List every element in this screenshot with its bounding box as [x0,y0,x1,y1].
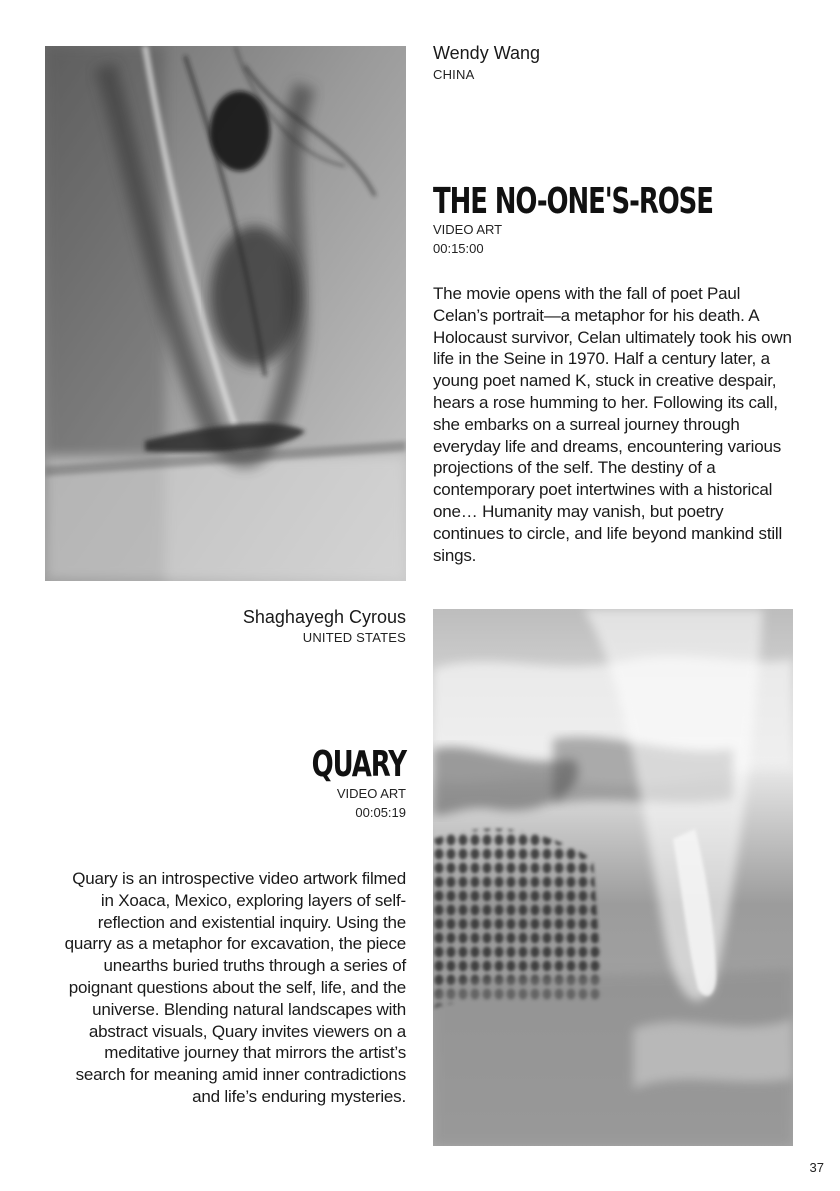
artist-name: Wendy Wang [433,43,541,63]
work-title: QUARY [311,744,406,785]
work-type: VIDEO ART [336,786,406,801]
work-description: Quary is an introspective video artwork filmed in Xoaca, Mexico, exploring layers of self-reflection and existential inquiry. Using the quarry as a metaphor for excavation, the piece unearths buried truths through a series of poignant questions about the self, life, and the universe. Blending natural landscapes with abstract visuals, Quary invites viewers on a meditative journey that mirrors the artist’s search for meaning amid inner contradictions and life’s enduring mysteries. [64,869,406,1106]
artist-country: UNITED STATES [302,630,406,645]
film-still-quary [433,609,793,1146]
work-title: THE NO-ONE'S-ROSE [433,181,713,222]
work-description: The movie opens with the fall of poet Paul Celan’s portrait—a metaphor for his death. A Holocaust survivor, Celan ultimately took his own life in the Seine in 1970. Half a century later, a young poet named K, stuck in creative despair, hears a rose humming to her. Following its call, she embarks on a surreal journey through everyday life and dreams, encountering various projections of the self. The destiny of a contemporary poet intertwines with a historical one… Humanity may vanish, but poetry continues to circle, and life beyond mankind still sings. [433,284,792,565]
artist-name: Shaghayegh Cyrous [242,607,406,627]
work-duration: 00:05:19 [355,805,406,820]
artist-country: CHINA [433,67,475,82]
work-duration: 00:15:00 [433,241,484,256]
film-still-no-ones-rose [45,46,406,581]
page-number: 37 [809,1160,824,1175]
work-type: VIDEO ART [433,222,503,237]
